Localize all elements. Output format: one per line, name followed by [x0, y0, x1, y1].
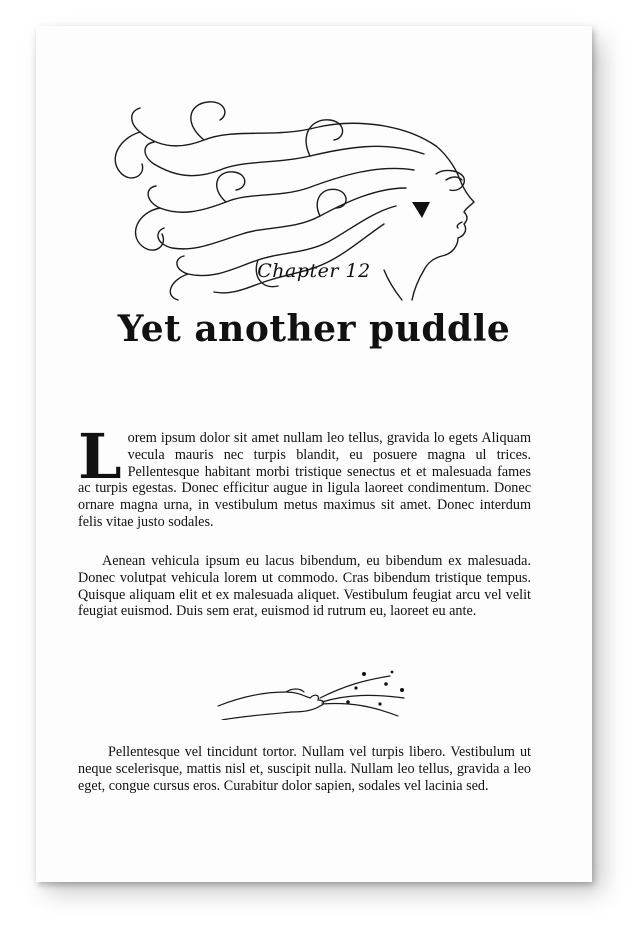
chapter-title: Yet another puddle [117, 308, 511, 350]
lips [457, 222, 462, 228]
hair-strand [115, 132, 142, 178]
sparkle [400, 688, 404, 692]
paragraph-1 [78, 420, 531, 531]
book-page [36, 26, 592, 882]
drop-cap: L [78, 420, 122, 493]
hand-outline [218, 692, 324, 720]
hair-strand [145, 142, 424, 176]
sparkle [384, 682, 388, 686]
sparkle-trail [322, 704, 398, 717]
sparkle [362, 672, 366, 676]
ornament-illustration [214, 658, 414, 720]
paragraph-2: Aenean vehicula ipsum eu lacus bibendum, eu bibendum ex malesuada. Donec volutpat vehicula lorem ut commodo. Cras bibendum tristique tempus. Quisque aliquam elit et ex malesuada aliquet. Vestibulum feugiat arcu vel velit feugiat euismod. Duis sem erat, euismod id rutrum eu, laoreet eu ante. [78, 553, 531, 620]
hair-strand [132, 108, 436, 146]
paragraph-1-text: orem ipsum dolor sit amet nullam leo tellus, gravida lo egets Aliquam vecula mauris nec turpis blandit, eu posuere magna ul trices. Pellentesque habitant morbi tristique senectus et et malesuada fames ac turpis egestas. Donec efficitur augue in ligula laoreet condimentum. Donec ornare magna urna, in vestibulum metus maximus sit amet. Donec interdum felis vitae justo sodales. [78, 430, 531, 530]
hair-strand [158, 188, 406, 249]
sparkle-trail [322, 695, 404, 702]
sparkle [391, 671, 394, 674]
earring [412, 202, 430, 218]
paragraph-3: Pellentesque vel tincidunt tortor. Nullam vel turpis libero. Vestibulum ut neque scelerisque, mattis nisl et, suscipit nulla. Nullam leo tellus, gravida a leo eget, congue cursus eros. Curabitur dolor sapien, sodales vel lacinia sed. [78, 744, 531, 794]
sparkle [378, 702, 381, 705]
sparkle [354, 686, 357, 689]
hair-strand [317, 189, 346, 216]
chapter-label: Chapter 12 [257, 260, 371, 282]
hair-strand [191, 102, 225, 140]
sparkle [346, 700, 350, 704]
hair-strand [136, 208, 164, 250]
